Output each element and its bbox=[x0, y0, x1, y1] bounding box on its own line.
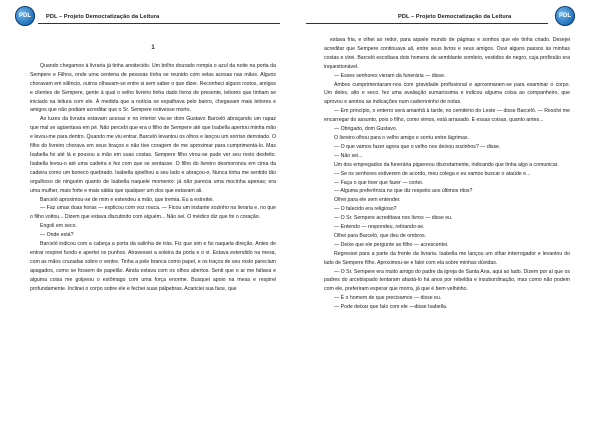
pdl-logo bbox=[555, 6, 575, 26]
paragraph: — Alguma preferência no que diz respeito aos últimos ritos? bbox=[334, 188, 473, 195]
paragraph: Ambos cumprimentaram-nos com gravidade profissional e aproximaram-se para examinar o corpo. Um deles, alto e seco, fez uma avaliação sumaríssima e indicou alguma coisa ao companheiro, que aprovou e anotou as indicações num cadernninho de notas. bbox=[324, 81, 570, 106]
header-rule bbox=[306, 23, 548, 24]
paragraph: — Não sei... bbox=[334, 152, 363, 159]
paragraph: — Obrigado, dom Gustavo. bbox=[334, 126, 398, 133]
paragraph: — O Sr. Sempere acreditava nos livros — disse eu. bbox=[334, 215, 453, 222]
paragraph: — Onde está? bbox=[40, 232, 74, 239]
paragraph: Um dos empregados da funerária pigarreou discretamente, indicando que tinha algo a comunicar. bbox=[334, 161, 559, 168]
pdl-logo bbox=[15, 6, 35, 26]
paragraph: — Em princípio, o enterro será amanhã à tarde, no cemitério do Leste — disse Barceló. — Resolvi me encarregar do assunto, pois o filho, como vimos, está arrasado. E essas coisas, quanto antes... bbox=[324, 108, 570, 124]
paragraph: Barceló indicou com a cabeça a porta da salinha de trás. Fiz que sim e fui naquela direção. Antes de entrar respirei fundo e apertei os punhos. Atravessei a soleira da porta e o vi. Estava estendido na mesa, com as mãos cruzadas sobre o ventre. Tinha a pele branca como papel, e os traços de seu rosto pareciam apagados, como se fossem de papelão. Ainda estava com os olhos abertos. Senti que o ar me faltava e alguma coisa me golpeou o estômago com uma força enorme. Busquei apoio na mesa e respirei profundamente. Inclinei o corpo sobre ele e fechei suas pálpebras. Acariciei sua face, que bbox=[30, 241, 276, 292]
header-title: PDL – Projeto Democratização da Leitura bbox=[46, 14, 160, 20]
left-page bbox=[8, 0, 298, 424]
paragraph: Regressei para a parte da frente da livraria. Isabella me lançou um olhar interrogador e levantou do lado de Sempere filho. Aproximou-se e falei com ela sobre minhas dúvidas. bbox=[324, 250, 570, 266]
right-page-header bbox=[302, 0, 592, 32]
paragraph: — Faz umas duas horas — explicou com voz rouca. — Ficou um instante sozinho na livraria e, no que o filho voltou... Dizem que estava discutindo com alguém... Não sei. O médico diz que foi o coração. bbox=[30, 205, 276, 221]
chapter-number: 1 bbox=[151, 45, 155, 51]
paragraph: Olhei para ele sem entender. bbox=[334, 197, 401, 204]
left-page-header bbox=[8, 0, 298, 32]
paragraph: — O que vamos fazer agora que o velho nos deixou sozinhos? — disse. bbox=[334, 143, 501, 150]
paragraph: Barceló aproximou-se de mim e estendeu a mão, que tremia. Eu a estreitei. bbox=[40, 196, 214, 203]
paragraph: — Faça o que tiver que fazer — cortei. bbox=[334, 179, 424, 186]
paragraph: — Entendo — respondeu, retirando-se. bbox=[334, 224, 425, 231]
header-rule bbox=[38, 23, 280, 24]
paragraph: Engoli em seco. bbox=[40, 223, 77, 230]
right-page bbox=[302, 0, 592, 424]
paragraph: Quando chegamos à livraria já tinha anoitecido. Um brilho dourado rompia o azul da noite na porta da Sempere e Filhos, onde uma centena de pessoas tinha se reunido com velas acesas nas mãos. Alguns choravam em silêncio, outros olhavam-se entre si sem saber o que dizer. Reconheci alguns rostos, amigos e clientes de Sempere, gente à qual o velho livreiro tinha dado livros de presente, leitores que tinham se iniciado na leitura com ele. À medida que a notícia se espalhava pelo bairro, chegavam mais leitores e amigos que não podiam acreditar que o Sr. Sempere estivesse morto. bbox=[30, 62, 276, 114]
header-title: PDL – Projeto Democratização da Leitura bbox=[398, 14, 512, 20]
paragraph: — Pode deixar que falo com ele —disse Isabella. bbox=[334, 304, 448, 311]
paragraph: — O Sr. Sempere era muito amigo do padre da igreja de Santa Ana, aqui ao lado. Dizem por aí que os padres do arcebispado tentaram afastá-lo há anos por rebeldia e insubordinação, mas como não podem com ele, preferiram esperar que morra, já que é bem velhinho. bbox=[324, 268, 570, 293]
paragraph: Olhei para Barceló, que deu de ombros. bbox=[334, 232, 426, 239]
logo-label: PDL bbox=[19, 13, 31, 19]
paragraph: As luzes da livraria estavam acesas e no interior via-se dom Gustavo Barceló abraçando um rapaz que mal se agüentava em pé. Não percebi que era o filho de Sempere até que Isabella apertou minha mão e levou-me para dentro. Quando me viu entrar, Barceló levantou os olhos e lançou um sorriso derrotado. O filho do livreiro chorava em seus braços e não tive coragem de me aproximar para cumprimentá-lo. Mas Isabella foi até lá e pousou a mão em suas costas. Sempere filho virou-se pude ver seu rosto desfeito. Isabella levou-o até uma cadeira e fez com que se sentasse. O filho do livreiro desmoronou em cima da cadeira como um boneco quebrado. Isabella ajoelhou a seu lado e abraçou-o. Nunca tinha me sentido tão orgulhoso de ninguém quanto de Isabella naquele momento: já não parecia uma mocinha apenas; era uma mulher, mais forte e mais sábia que qualquer um dos que estavam ali. bbox=[30, 116, 276, 194]
paragraph: estava fria, e olhei ao redor, para aquele mundo de páginas e sonhos que ele tinha criado. Desejei acreditar que Sempere continuava ali, entre seus livros e seus amigos. Ouvi alguns passos às minhas costas e virei. Barceló escoltava dois homens de semblante sombrio, vestidos de negro, cuja profissão era inquestionável. bbox=[324, 37, 570, 70]
paragraph: — Se os senhores estiverem de acordo, meu colega e eu vamos buscar o ataúde e... bbox=[334, 170, 531, 177]
right-page-body bbox=[324, 36, 570, 312]
paragraph: — Esses senhores vieram da funerária — disse. bbox=[334, 72, 446, 79]
paragraph: — É o homem de que precisamos — disse eu. bbox=[334, 295, 442, 302]
left-page-body bbox=[30, 44, 276, 293]
paragraph: O livreiro olhou para o velho amigo e sorriu entre lágrimas. bbox=[334, 134, 469, 141]
logo-label: PDL bbox=[559, 13, 571, 19]
paragraph: — Deixe que ele pergunte ao filho — acrescentei. bbox=[334, 241, 449, 248]
paragraph: — O falecido era religioso? bbox=[334, 206, 397, 213]
